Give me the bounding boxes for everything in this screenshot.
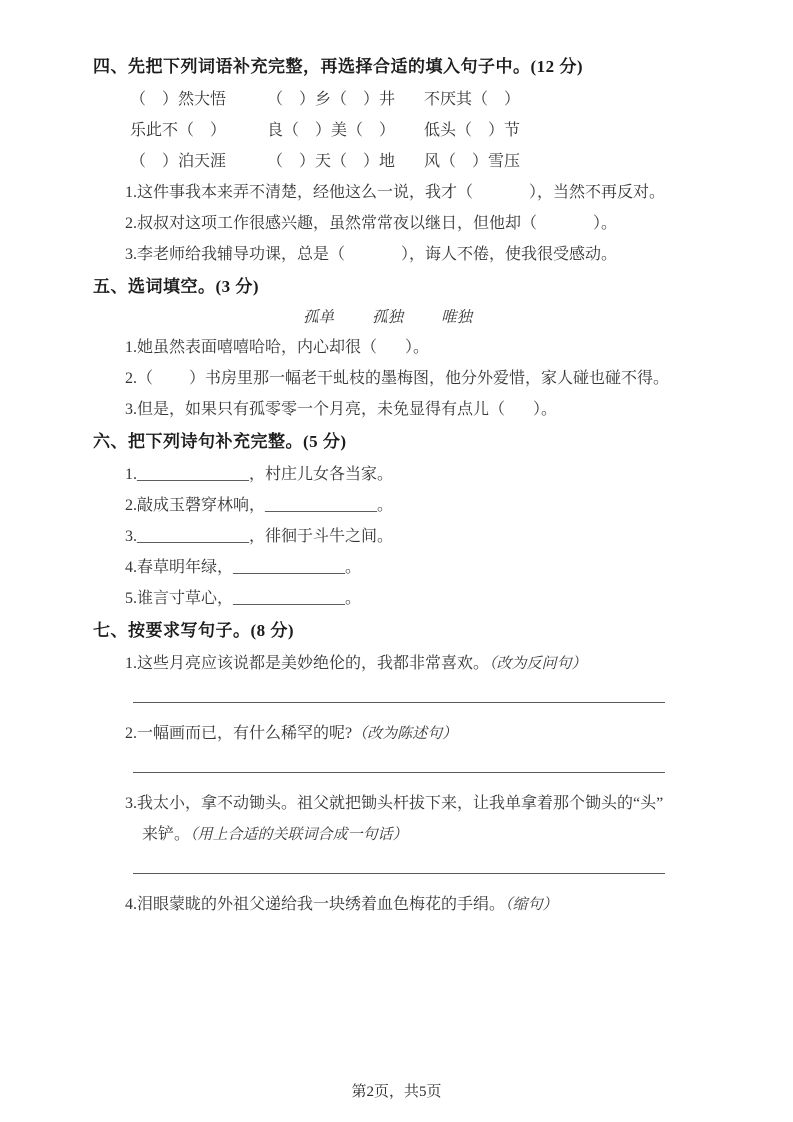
section7-question-4 (125, 889, 718, 920)
question-text: 3.我太小，拿不动锄头。祖父就把锄头杆拔下来，让我单拿着那个锄头的“头” (125, 795, 664, 812)
word-grid-row-1 (130, 84, 718, 115)
question-text: 来铲。 (142, 826, 191, 843)
word-bank-item: 孤单 (303, 309, 335, 326)
word-grid-cell: 良（ ）美（ ） (267, 122, 396, 139)
section5-heading: 五、选词填空。(3 分) (93, 277, 260, 296)
word-bank-item: 孤独 (372, 309, 404, 326)
word-grid-row-2 (130, 115, 718, 146)
question-note: （用上合适的关联词合成一句话） (190, 827, 408, 843)
section6-line-3: 3.______________，徘徊于斗牛之间。 (125, 528, 394, 545)
answer-line (133, 850, 665, 874)
word-grid-cell: 低头（ ）节 (424, 122, 521, 139)
question-text: 1.这些月亮应该说都是美妙绝伦的，我都非常喜欢。 (125, 655, 490, 672)
section4-sentence-1: 1.这件事我本来弄不清楚，经他这么一说，我才（ ），当然不再反对。 (125, 184, 666, 201)
section6-line-2: 2.敲成玉磬穿林响，______________。 (125, 497, 394, 514)
section7-question-2 (125, 718, 718, 749)
question-note: （改为反问句） (489, 656, 587, 672)
word-bank-item: 唯独 (441, 309, 473, 326)
section7-heading: 七、按要求写句子。(8 分) (93, 621, 295, 640)
answer-line (133, 749, 665, 773)
section5-sentence-2: 2.（ ）书房里那一幅老干虬枝的墨梅图，他分外爱惜，家人碰也碰不得。 (125, 370, 670, 387)
section5-sentence-3: 3.但是，如果只有孤零零一个月亮，未免显得有点儿（ ）。 (125, 401, 558, 418)
word-grid-cell: 不厌其（ ） (424, 91, 521, 108)
section7-question-1 (125, 648, 718, 679)
word-bank (303, 304, 718, 332)
question-text: 4.泪眼蒙眬的外祖父递给我一块绣着血色梅花的手绢。 (125, 896, 506, 913)
section6-line-1: 1.______________，村庄儿女各当家。 (125, 466, 394, 483)
answer-line (133, 679, 665, 703)
worksheet-content (93, 50, 718, 920)
question-note: （缩句） (505, 897, 558, 913)
word-grid-cell: 乐此不（ ） (130, 122, 227, 139)
question-text: 2.一幅画而已，有什么稀罕的呢? (125, 725, 353, 742)
section4-sentence-2: 2.叔叔对这项工作很感兴趣，虽然常常夜以继日，但他却（ ）。 (125, 215, 618, 232)
section7-question-3-line-1 (125, 788, 718, 819)
question-note: （改为陈述句） (352, 726, 458, 742)
section6-line-4: 4.春草明年绿，______________。 (125, 559, 362, 576)
section4-heading: 四、先把下列词语补充完整，再选择合适的填入句子中。(12 分) (93, 57, 584, 76)
word-grid-cell: （ ）天（ ）地 (267, 153, 396, 170)
section7-question-3-line-2 (142, 819, 718, 850)
word-grid-cell: 风（ ）雪压 (424, 153, 521, 170)
word-grid-cell: （ ）泊天涯 (130, 153, 227, 170)
page-footer: 第2页，共5页 (351, 1084, 442, 1100)
section6-heading: 六、把下列诗句补充完整。(5 分) (93, 432, 347, 451)
word-grid-cell: （ ）然大悟 (130, 91, 227, 108)
word-grid-cell: （ ）乡（ ）井 (267, 91, 396, 108)
section4-sentence-3: 3.李老师给我辅导功课，总是（ ），诲人不倦，使我很受感动。 (125, 246, 618, 263)
section5-sentence-1: 1.她虽然表面嘻嘻哈哈，内心却很（ ）。 (125, 339, 430, 356)
word-grid-row-3 (130, 146, 718, 177)
section6-line-5: 5.谁言寸草心，______________。 (125, 590, 362, 607)
